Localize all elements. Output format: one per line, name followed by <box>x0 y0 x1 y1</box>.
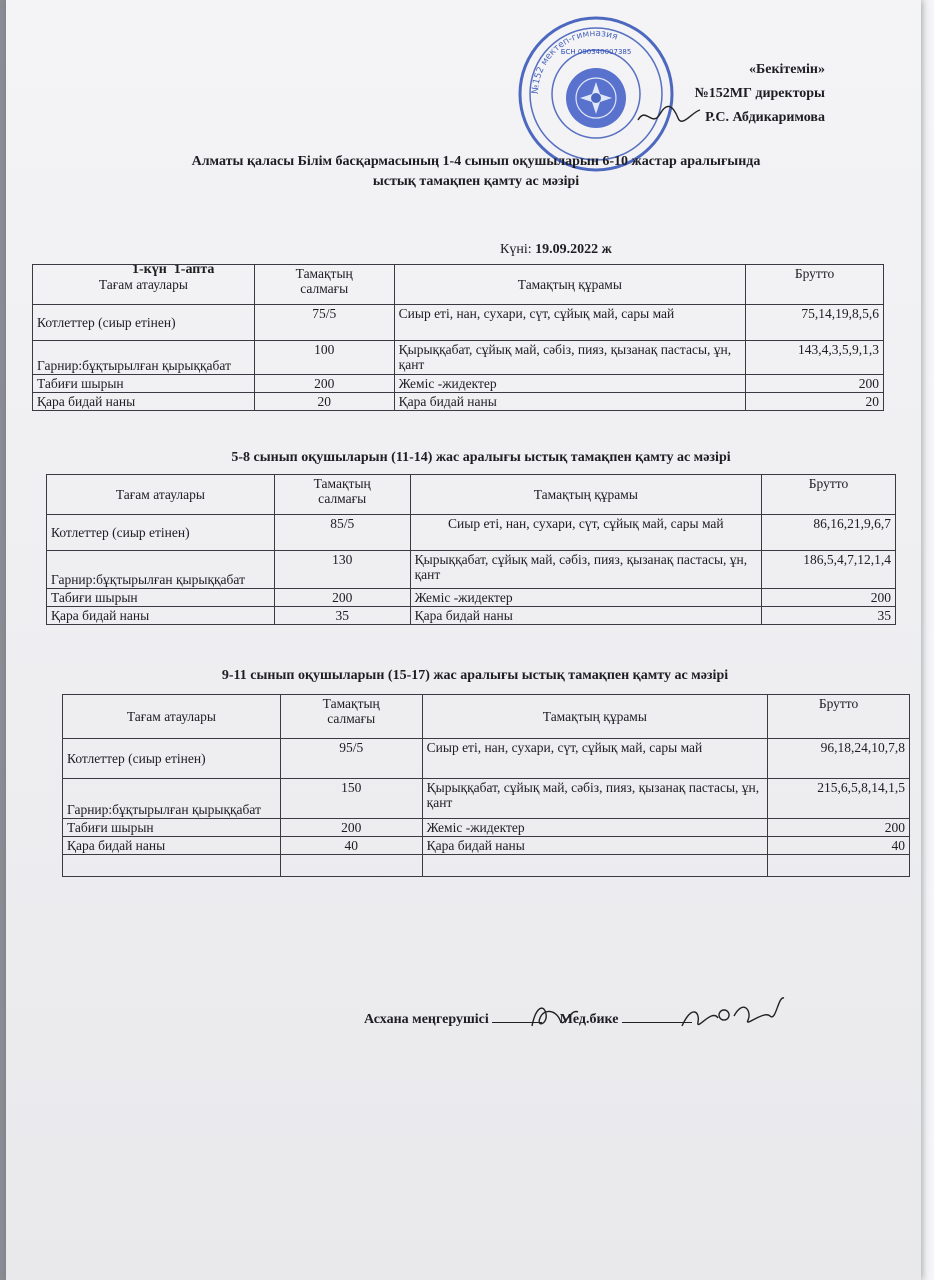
director-title: №152МГ директоры <box>694 86 825 101</box>
stamp-bin: БСН 090340007385 <box>560 48 632 56</box>
table-header-row <box>47 475 896 515</box>
director-name: Р.С. Абдикаримова <box>705 110 825 125</box>
document-title <box>106 152 846 192</box>
table-row: Табиғи шырын 200 Жеміс -жидектер 200 <box>33 375 884 393</box>
header-weight: Тамақтың салмағы <box>274 475 410 515</box>
director-signature-icon <box>634 102 704 130</box>
table-row: Гарнир:бұқтырылған қырыққабат 100 Қырыққабат, сұйық май, сәбіз, пияз, қызанақ пастасы, ұн, қант 143,4,3,5,9,1,3 <box>33 341 884 375</box>
menu-table-grades-5-8 <box>46 474 896 625</box>
header-gross: Брутто <box>746 265 884 305</box>
header-name: Тағам атаулары <box>63 695 281 739</box>
header-composition: Тамақтың құрамы <box>422 695 767 739</box>
table-header-row <box>63 695 910 739</box>
table-header-row <box>33 265 884 305</box>
table-row: Табиғи шырын 200 Жеміс -жидектер 200 <box>47 589 896 607</box>
nurse-signature-icon <box>678 990 788 1034</box>
date-value: 19.09.2022 ж <box>535 242 612 257</box>
section-title-grades-5-8: 5-8 сынып оқушыларын (11-14) жас аралығы ыстық тамақпен қамту ас мәзірі <box>231 450 731 465</box>
header-gross: Брутто <box>768 695 910 739</box>
week-label: 1-апта <box>173 262 215 277</box>
date-line <box>500 242 612 258</box>
section-title-grades-9-11: 9-11 сынып оқушыларын (15-17) жас аралығы ыстық тамақпен қамту ас мәзірі <box>221 668 729 683</box>
nurse-label: Мед.бике <box>559 1012 619 1027</box>
emblem-icon <box>566 68 626 128</box>
title-line-2: ыстық тамақпен қамту ас мәзірі <box>372 174 580 189</box>
table-row: Гарнир:бұқтырылған қырыққабат 130 Қырыққабат, сұйық май, сәбіз, пияз, қызанақ пастасы, ұн, қант 186,5,4,7,12,1,4 <box>47 551 896 589</box>
table-row-empty <box>63 855 910 877</box>
title-line-1: Алматы қаласы Білім басқармасының 1-4 сынып оқушыларын 6-10 жастар аралығында <box>191 154 761 169</box>
official-stamp <box>516 14 676 174</box>
table-row: Қара бидай наны 20 Қара бидай наны 20 <box>33 393 884 411</box>
table-row: Гарнир:бұқтырылған қырыққабат 150 Қырыққабат, сұйық май, сәбіз, пияз, қызанақ пастасы, ұн, қант 215,6,5,8,14,1,5 <box>63 779 910 819</box>
table-row: Котлеттер (сиыр етінен) 95/5 Сиыр еті, нан, сухари, сүт, сұйық май, сары май 96,18,24,10,7,8 <box>63 739 910 779</box>
approve-label: «Бекітемін» <box>748 62 825 77</box>
header-composition: Тамақтың құрамы <box>394 265 745 305</box>
table-row: Қара бидай наны 35 Қара бидай наны 35 <box>47 607 896 625</box>
table-row: Табиғи шырын 200 Жеміс -жидектер 200 <box>63 819 910 837</box>
kitchen-head-label: Асхана меңгерушісі <box>364 1012 489 1027</box>
header-weight: Тамақтың салмағы <box>280 695 422 739</box>
menu-table-grades-9-11 <box>62 694 910 877</box>
header-gross: Брутто <box>762 475 896 515</box>
header-name: Тағам атаулары <box>33 265 255 305</box>
stamp-ring-text: №152 мектеп-гимназия <box>530 28 619 95</box>
menu-table-grades-1-4 <box>32 264 884 411</box>
table-row: Қара бидай наны 40 Қара бидай наны 40 <box>63 837 910 855</box>
kitchen-head-signature-icon <box>526 1000 582 1034</box>
header-name: Тағам атаулары <box>47 475 275 515</box>
approval-block <box>695 58 825 130</box>
day-label: 1-күн <box>132 262 167 277</box>
date-label: Күні: <box>500 242 532 257</box>
document-page <box>6 0 921 1280</box>
header-composition: Тамақтың құрамы <box>410 475 761 515</box>
header-weight: Тамақтың салмағы <box>254 265 394 305</box>
table-row: Котлеттер (сиыр етінен) 75/5 Сиыр еті, нан, сухари, сүт, сұйық май, сары май 75,14,19,8,5,6 <box>33 305 884 341</box>
table-row: Котлеттер (сиыр етінен) 85/5 Сиыр еті, нан, сухари, сүт, сұйық май, сары май 86,16,21,9,6,7 <box>47 515 896 551</box>
